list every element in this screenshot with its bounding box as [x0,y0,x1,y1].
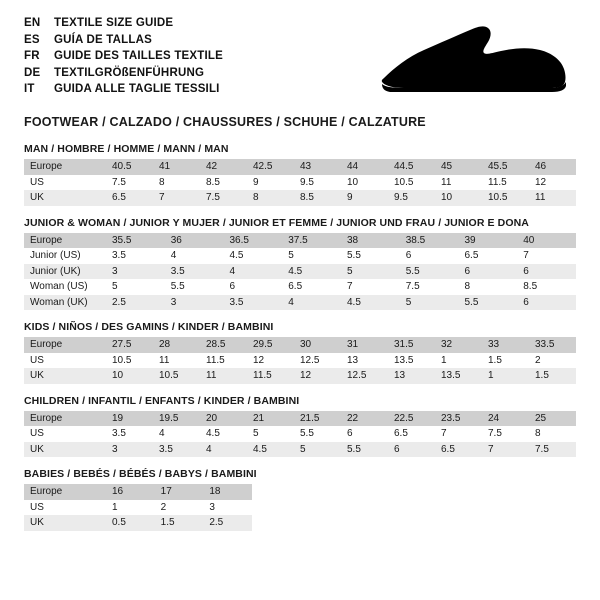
language-list [24,16,223,98]
size-cell: 10 [106,368,153,384]
size-cell: 21 [247,411,294,427]
size-cell: 6 [400,248,459,264]
size-cell: 7.5 [400,279,459,295]
row-label: Europe [24,159,106,175]
size-cell: 8 [247,190,294,206]
size-cell: 7 [153,190,200,206]
row-label: US [24,175,106,191]
size-section [24,321,576,384]
section-spacer [24,310,576,321]
section-title: MAN / HOMBRE / HOMME / MANN / MAN [24,143,229,155]
size-cell: 11.5 [247,368,294,384]
size-cell: 3 [106,442,153,458]
language-title: GUÍA DE TALLAS [54,33,152,46]
table-row [24,426,576,442]
size-cell: 5 [106,279,165,295]
table-row [24,279,576,295]
size-cell: 4.5 [224,248,283,264]
size-cell: 4 [224,264,283,280]
size-cell: 40.5 [106,159,153,175]
size-cell: 11 [153,353,200,369]
size-cell: 12 [529,175,576,191]
size-cell: 30 [294,337,341,353]
size-cell: 39 [459,233,518,249]
size-cell: 5 [282,248,341,264]
size-cell: 13.5 [388,353,435,369]
section-spacer [24,457,576,468]
size-cell: 33 [482,337,529,353]
row-label: UK [24,368,106,384]
table-row [24,515,252,531]
size-cell: 12.5 [341,368,388,384]
size-cell: 24 [482,411,529,427]
size-cell: 10.5 [106,353,153,369]
size-cell: 11 [529,190,576,206]
size-cell: 13 [388,368,435,384]
size-table [24,159,576,206]
size-cell: 4.5 [200,426,247,442]
size-cell: 45 [435,159,482,175]
language-title: GUIDA ALLE TAGLIE TESSILI [54,83,220,95]
size-cell: 1 [482,368,529,384]
size-cell: 18 [203,484,252,500]
size-cell: 17 [155,484,204,500]
size-cell: 2.5 [106,295,165,311]
size-cell: 31.5 [388,337,435,353]
language-code: FR [24,50,40,62]
size-cell: 11 [200,368,247,384]
size-cell: 6.5 [388,426,435,442]
size-cell: 44.5 [388,159,435,175]
size-cell: 35.5 [106,233,165,249]
table-row [24,233,576,249]
size-cell: 4 [282,295,341,311]
size-cell: 6 [517,264,576,280]
size-cell: 38.5 [400,233,459,249]
size-table [24,411,576,458]
size-cell: 6 [224,279,283,295]
size-cell: 3.5 [165,264,224,280]
size-cell: 13 [341,353,388,369]
table-row [24,159,576,175]
size-cell: 4.5 [282,264,341,280]
row-label: US [24,500,106,516]
table-row [24,190,576,206]
size-cell: 4.5 [247,442,294,458]
size-cell: 8 [459,279,518,295]
size-cell: 5.5 [400,264,459,280]
size-table [24,484,252,531]
size-cell: 7.5 [106,175,153,191]
size-cell: 3.5 [153,442,200,458]
table-row [24,175,576,191]
size-cell: 8 [153,175,200,191]
size-cell: 11 [435,175,482,191]
section-title: JUNIOR & WOMAN / JUNIOR Y MUJER / JUNIOR ET FEMME / JUNIOR UND FRAU / JUNIOR E DONA [24,216,529,229]
size-cell: 32 [435,337,482,353]
row-label: UK [24,442,106,458]
size-cell: 37.5 [282,233,341,249]
size-cell: 5 [341,264,400,280]
row-label: US [24,426,106,442]
table-row [24,353,576,369]
size-cell: 8.5 [200,175,247,191]
size-cell: 6 [341,426,388,442]
size-cell: 0.5 [106,515,155,531]
size-cell: 7 [517,248,576,264]
size-cell: 7.5 [482,426,529,442]
size-cell: 3 [203,500,252,516]
table-row [24,500,252,516]
size-cell: 7.5 [529,442,576,458]
size-cell: 8 [529,426,576,442]
size-cell: 21.5 [294,411,341,427]
size-cell: 7 [435,426,482,442]
size-cell: 36.5 [224,233,283,249]
size-table [24,233,576,311]
size-cell: 5.5 [341,248,400,264]
size-cell: 6.5 [282,279,341,295]
size-cell: 11.5 [200,353,247,369]
table-row [24,368,576,384]
size-cell: 19 [106,411,153,427]
size-cell: 4 [153,426,200,442]
size-cell: 40 [517,233,576,249]
row-label: UK [24,515,106,531]
size-cell: 5.5 [459,295,518,311]
size-cell: 41 [153,159,200,175]
table-row [24,411,576,427]
language-title: GUIDE DES TAILLES TEXTILE [54,50,223,62]
row-label: UK [24,190,106,206]
size-cell: 9 [247,175,294,191]
size-cell: 12.5 [294,353,341,369]
size-cell: 45.5 [482,159,529,175]
size-cell: 43 [294,159,341,175]
size-cell: 46 [529,159,576,175]
size-cell: 2 [529,353,576,369]
size-cell: 4 [165,248,224,264]
size-cell: 6.5 [435,442,482,458]
language-title: TEXTILGRÖßENFÜHRUNG [54,66,205,79]
row-label: Europe [24,411,106,427]
size-cell: 10.5 [153,368,200,384]
row-label: US [24,353,106,369]
language-code: DE [24,66,41,79]
row-label: Woman (US) [24,279,106,295]
language-title: TEXTILE SIZE GUIDE [54,17,174,29]
size-cell: 8.5 [294,190,341,206]
size-cell: 5 [400,295,459,311]
size-cell: 5.5 [341,442,388,458]
size-cell: 1 [106,500,155,516]
row-label: Europe [24,233,106,249]
language-code: ES [24,33,40,46]
size-cell: 27.5 [106,337,153,353]
size-cell: 6 [388,442,435,458]
size-cell: 22 [341,411,388,427]
size-cell: 42.5 [247,159,294,175]
size-cell: 16 [106,484,155,500]
language-code: IT [24,83,35,95]
size-cell: 5.5 [294,426,341,442]
table-row [24,248,576,264]
language-code: EN [24,17,41,29]
dress-shoe-icon [380,20,570,102]
size-cell: 7.5 [200,190,247,206]
size-cell: 3.5 [224,295,283,311]
table-row [24,442,576,458]
table-row [24,264,576,280]
size-cell: 8.5 [517,279,576,295]
size-cell: 9 [341,190,388,206]
size-cell: 11.5 [482,175,529,191]
size-section [24,468,576,531]
table-row [24,295,576,311]
size-cell: 22.5 [388,411,435,427]
size-tables [24,143,576,542]
size-cell: 3.5 [106,248,165,264]
size-cell: 1.5 [155,515,204,531]
section-spacer [24,384,576,395]
size-cell: 5 [294,442,341,458]
row-label: Europe [24,484,106,500]
size-cell: 5 [247,426,294,442]
size-section [24,217,576,311]
section-title: BABIES / BEBÉS / BÉBÉS / BABYS / BAMBINI [24,468,257,480]
size-cell: 10.5 [482,190,529,206]
size-cell: 13.5 [435,368,482,384]
size-cell: 1 [435,353,482,369]
size-cell: 1.5 [482,353,529,369]
size-cell: 7 [482,442,529,458]
size-section [24,395,576,458]
size-cell: 36 [165,233,224,249]
size-cell: 10.5 [388,175,435,191]
size-cell: 5.5 [165,279,224,295]
size-cell: 3 [165,295,224,311]
size-cell: 31 [341,337,388,353]
size-cell: 4 [200,442,247,458]
size-cell: 2.5 [203,515,252,531]
row-label: Junior (UK) [24,264,106,280]
size-cell: 4.5 [341,295,400,311]
size-cell: 42 [200,159,247,175]
size-cell: 28.5 [200,337,247,353]
size-cell: 6.5 [459,248,518,264]
section-spacer [24,531,576,542]
size-cell: 25 [529,411,576,427]
size-cell: 3 [106,264,165,280]
section-spacer [24,206,576,217]
size-cell: 20 [200,411,247,427]
section-title: CHILDREN / INFANTIL / ENFANTS / KINDER / BAMBINI [24,394,300,407]
row-label: Woman (UK) [24,295,106,311]
size-cell: 10 [435,190,482,206]
size-cell: 9.5 [388,190,435,206]
page-header [24,16,576,102]
row-label: Europe [24,337,106,353]
size-cell: 2 [155,500,204,516]
size-table [24,337,576,384]
size-cell: 28 [153,337,200,353]
size-cell: 38 [341,233,400,249]
size-cell: 7 [341,279,400,295]
size-cell: 12 [247,353,294,369]
size-cell: 23.5 [435,411,482,427]
table-row [24,484,252,500]
size-cell: 6.5 [106,190,153,206]
size-cell: 6 [459,264,518,280]
size-cell: 6 [517,295,576,311]
size-cell: 44 [341,159,388,175]
table-row [24,337,576,353]
size-cell: 33.5 [529,337,576,353]
row-label: Junior (US) [24,248,106,264]
size-cell: 9.5 [294,175,341,191]
size-cell: 29.5 [247,337,294,353]
size-cell: 1.5 [529,368,576,384]
size-section [24,143,576,206]
section-title: KIDS / NIÑOS / DES GAMINS / KINDER / BAMBINI [24,321,274,333]
size-cell: 10 [341,175,388,191]
size-cell: 3.5 [106,426,153,442]
size-cell: 19.5 [153,411,200,427]
size-cell: 12 [294,368,341,384]
category-line: FOOTWEAR / CALZADO / CHAUSSURES / SCHUHE / CALZATURE [24,115,426,129]
